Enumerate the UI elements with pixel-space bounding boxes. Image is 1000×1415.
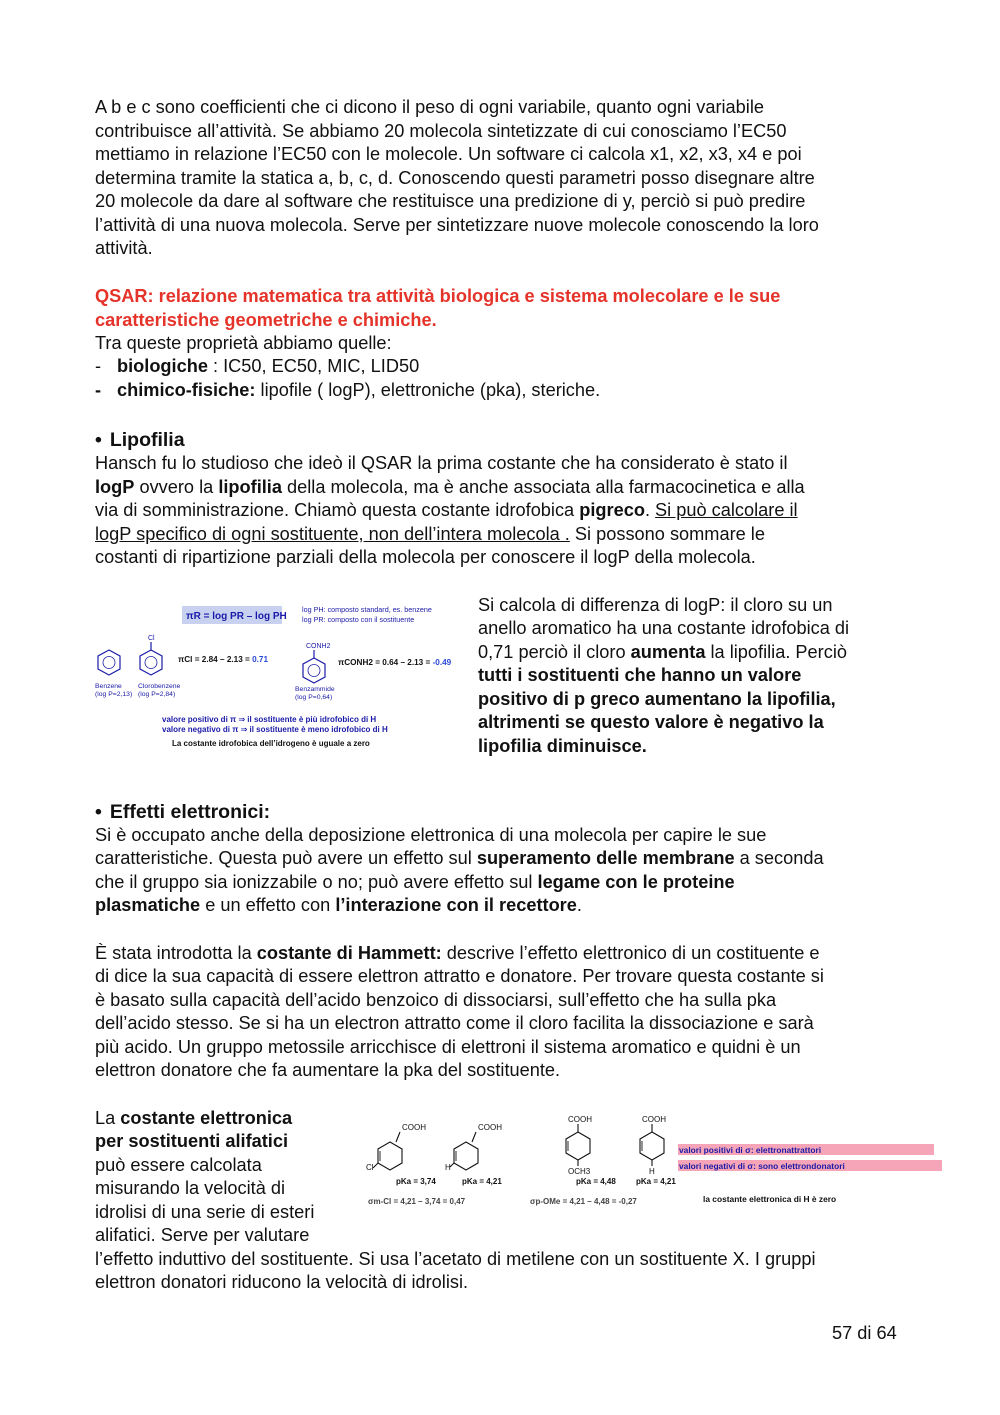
sigma-equation: σm-Cl = 4,21 – 3,74 = 0,47 xyxy=(368,1197,466,1206)
pi-conh2-equation: πCONH2 = 0.64 – 2.13 = -0.49 xyxy=(338,658,452,667)
list-item-text: : IC50, EC50, MIC, LID50 xyxy=(207,356,420,376)
molecule-label: (log P=2,84) xyxy=(138,691,176,698)
text-line: plasmatiche e un effetto con l’interazione con il recettore. xyxy=(95,895,582,915)
pka-label: pKa = 4,48 xyxy=(576,1177,616,1186)
dash-marker: - xyxy=(95,380,102,400)
hammett-constant-figure xyxy=(366,1108,946,1212)
positive-sigma-note: valori positivi di σ: elettronattrattori xyxy=(679,1145,822,1155)
benzoic-ring-icon xyxy=(566,1132,590,1160)
cooh-label: COOH xyxy=(642,1115,666,1124)
text-line: logP specifico di ogni sostituente, non dell’intera molecola . Si possono sommare le xyxy=(95,524,765,544)
text-line: per sostituenti alifatici xyxy=(95,1131,289,1151)
bond-line xyxy=(396,1132,400,1142)
section-title: Effetti elettronici: xyxy=(109,801,271,823)
text-line: costanti di ripartizione parziali della molecola per conoscere il logP della molecola. xyxy=(95,547,756,567)
molecule-label: (log P=2,13) xyxy=(95,691,133,698)
text-line: logP ovvero la lipofilia della molecola, ma è anche associata alla farmacocinetica e alla xyxy=(95,477,805,497)
intro-line: 20 molecole da dare al software che restituisce una predizione di y, perciò si può predire xyxy=(95,191,806,211)
pka-label: pKa = 4,21 xyxy=(462,1177,502,1186)
pka-label: pKa = 3,74 xyxy=(396,1177,436,1186)
text-line: idrolisi di una serie di esteri xyxy=(95,1202,315,1222)
aromatic-circle-icon xyxy=(308,665,320,677)
hydrophobic-constant-figure xyxy=(92,598,464,756)
negative-value-note: valore negativo di π ⇒ il sostituente è meno idrofobico di H xyxy=(162,725,388,734)
pi-cl-equation: πCl = 2.84 – 2.13 = 0.71 xyxy=(178,655,269,664)
text-line: può essere calcolata xyxy=(95,1155,262,1175)
substituent-label: Cl xyxy=(148,635,155,642)
text-line: via di somministrazione. Chiamò questa costante idrofobica pigreco. Si può calcolare il xyxy=(95,500,798,520)
substituent-label: Cl xyxy=(366,1163,374,1172)
text-line: alifatici. Serve per valutare xyxy=(95,1225,310,1245)
text-line: Si è occupato anche della deposizione elettronica di una molecola per capire le sue xyxy=(95,825,767,845)
substituent-label: H xyxy=(649,1167,655,1176)
section-title: Lipofilia xyxy=(109,429,185,451)
bullet-marker: • xyxy=(95,429,102,451)
intro-line: attività. xyxy=(95,238,153,258)
benzoic-ring-icon xyxy=(454,1142,478,1170)
bullet-marker: • xyxy=(95,801,102,823)
intro-line: contribuisce all’attività. Se abbiamo 20 molecola sintetizzate di cui conosciamo l’EC50 xyxy=(95,121,787,141)
hydrogen-zero-note: La costante idrofobica dell’idrogeno è uguale a zero xyxy=(172,739,370,748)
text-line: l’effetto induttivo del sostituente. Si usa l’acetato di metilene con un sostituente X. I gruppi xyxy=(95,1249,816,1269)
page-number: 57 di 64 xyxy=(832,1323,897,1343)
bond-line xyxy=(472,1132,476,1142)
sigma-equation: σp-OMe = 4,21 – 4,48 = -0,27 xyxy=(530,1197,637,1206)
aromatic-circle-icon xyxy=(145,657,157,669)
molecule-label: (log P=0,64) xyxy=(295,694,333,701)
section-heading-lipofilia xyxy=(95,428,185,452)
text-line: È stata introdotta la costante di Hammett: descrive l’effetto elettronico di un costituente e xyxy=(95,943,820,963)
benzene-ring-icon xyxy=(98,650,120,675)
positive-value-note: valore positivo di π ⇒ il sostituente è più idrofobico di H xyxy=(162,715,377,724)
pka-label: pKa = 4,21 xyxy=(636,1177,676,1186)
text-line: più acido. Un gruppo metossile arricchisce di elettroni il sistema aromatico e quidni è un xyxy=(95,1037,801,1057)
text-line: elettron donatore che fa aumentare la pka del sostituente. xyxy=(95,1060,561,1080)
figure-svg xyxy=(366,1108,946,1212)
text-line: Hansch fu lo studioso che ideò il QSAR la prima costante che ha considerato è stato il xyxy=(95,453,788,473)
text-line: misurando la velocità di xyxy=(95,1178,286,1198)
qsar-title: QSAR: relazione matematica tra attività biologica e sistema molecolare e le sue xyxy=(95,286,781,306)
chlorobenzene-ring-icon xyxy=(140,650,162,675)
substituent-label: OCH3 xyxy=(568,1167,591,1176)
text-line: anello aromatico ha una costante idrofobica di xyxy=(478,618,850,638)
text-line: positivo di p greco aumentano la lipofilia, xyxy=(478,689,836,709)
text-line: Si calcola di differenza di logP: il cloro su un xyxy=(478,595,833,615)
text-line: che il gruppo sia ionizzabile o no; può avere effetto sul legame con le proteine xyxy=(95,872,735,892)
text-line: caratteristiche. Questa può avere un effetto sul superamento delle membrane a seconda xyxy=(95,848,824,868)
note-text: log PR: composto con il sostituente xyxy=(302,615,415,624)
text-line: di dice la sua capacità di essere elettron attratto e donatore. Per trovare questa costante si xyxy=(95,966,824,986)
figure-svg xyxy=(92,598,464,756)
note-text: log PH: composto standard, es. benzene xyxy=(302,605,432,614)
cooh-label: COOH xyxy=(402,1123,426,1132)
intro-line: mettiamo in relazione l’EC50 con le molecole. Un software ci calcola x1, x2, x3, x4 e poi xyxy=(95,144,802,164)
list-item xyxy=(95,355,419,379)
bond-line xyxy=(373,1163,378,1168)
cooh-label: COOH xyxy=(568,1115,592,1124)
aromatic-circle-icon xyxy=(103,657,115,669)
list-item xyxy=(95,379,600,403)
text-line: altrimenti se questo valore è negativo la xyxy=(478,712,824,732)
molecule-label: Benzene xyxy=(95,683,122,690)
intro-line: A b e c sono coefficienti che ci dicono il peso di ogni variabile, quanto ogni variabile xyxy=(95,97,764,117)
cooh-label: COOH xyxy=(478,1123,502,1132)
text-line: è basato sulla capacità dell’acido benzoico di dissociarsi, sull’effetto che ha sulla pka xyxy=(95,990,777,1010)
hydrogen-zero-note: la costante elettronica di H è zero xyxy=(703,1194,837,1204)
benzamide-ring-icon xyxy=(303,658,325,683)
qsar-intro: Tra queste proprietà abbiamo quelle: xyxy=(95,333,392,353)
benzoic-ring-icon xyxy=(378,1142,402,1170)
list-item-bold: chimico-fisiche: xyxy=(117,380,256,400)
molecule-label: Clorobenzene xyxy=(138,683,181,690)
benzoic-ring-icon xyxy=(640,1132,664,1160)
molecule-label: Benzammide xyxy=(295,686,335,693)
dash-marker: - xyxy=(95,356,102,376)
text-line: tutti i sostituenti che hanno un valore xyxy=(478,665,802,685)
intro-line: l’attività di una nuova molecola. Serve per sintetizzare nuove molecole conoscendo la loro xyxy=(95,215,819,235)
text-line: dell’acido stesso. Se si ha un electron attratto come il cloro facilita la dissociazione e sarà xyxy=(95,1013,814,1033)
text-line: La costante elettronica xyxy=(95,1108,293,1128)
text-line: elettron donatori riducono la velocità di idrolisi. xyxy=(95,1272,469,1292)
list-item-text: lipofile ( logP), elettroniche (pka), steriche. xyxy=(255,380,601,400)
formula-text: πR = log PR – log PH xyxy=(186,611,287,622)
negative-sigma-note: valori negativi di σ: sono elettrondonatori xyxy=(679,1161,845,1171)
substituent-label: H xyxy=(445,1163,451,1172)
intro-line: determina tramite la statica a, b, c, d. Conoscendo questi parametri posso disegnare altre xyxy=(95,168,815,188)
qsar-title: caratteristiche geometriche e chimiche. xyxy=(95,310,437,330)
text-line: 0,71 perciò il cloro aumenta la lipofilia. Perciò xyxy=(478,642,847,662)
substituent-label: CONH2 xyxy=(306,643,331,650)
section-heading-effetti xyxy=(95,800,270,824)
list-item-bold: biologiche xyxy=(117,356,208,376)
text-line: lipofilia diminuisce. xyxy=(478,736,647,756)
